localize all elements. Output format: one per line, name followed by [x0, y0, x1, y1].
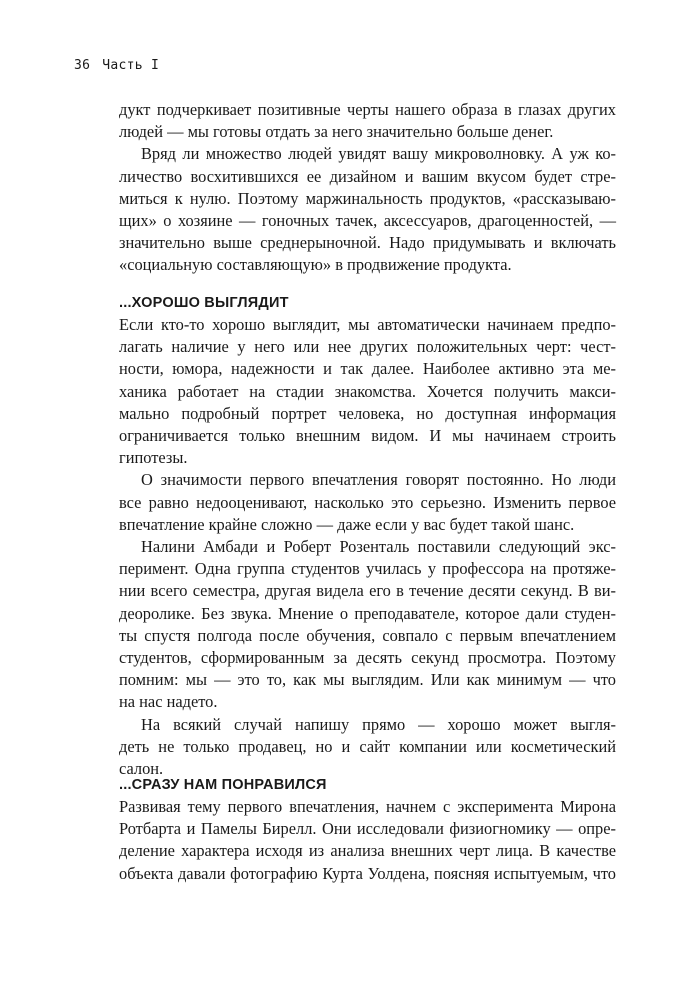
text-line: ханика работает на стадии знакомства. Хочется получить макси- [119, 381, 616, 401]
text-line: все равно недооценивают, насколько это серьезно. Изменить первое [119, 492, 616, 512]
section-1-paragraph-4 [119, 714, 616, 781]
section-2-paragraph-1 [119, 796, 616, 885]
text-line: значительно выше среднерыночной. Надо придумывать и включать [119, 233, 616, 253]
text-line: щих» о хозяине — гоночных тачек, аксессуаров, драгоценностей, — [119, 211, 616, 231]
text-line: Вряд ли множество людей увидят вашу микроволновку. А уж ко- [141, 144, 616, 164]
section-1 [119, 292, 616, 780]
text-line: деление характера исходя из анализа внешних черт лица. В качестве [119, 841, 616, 861]
section-heading: ...ХОРОШО ВЫГЛЯДИТ [119, 295, 289, 311]
text-line: миться к нулю. Поэтому маржинальность продуктов, «рассказываю- [119, 188, 616, 208]
section-2 [119, 774, 616, 885]
intro-paragraph-1 [119, 99, 616, 143]
part-label: Часть I [102, 58, 160, 73]
text-line: Если кто-то хорошо выглядит, мы автоматически начинаем предпо- [119, 315, 616, 334]
text-line: впечатление крайне сложно — даже если у вас будет такой шанс. [119, 514, 575, 534]
text-line: мально подробный портрет человека, но доступная информация [119, 403, 616, 423]
intro-paragraph-2 [119, 143, 616, 276]
text-line: людей — мы готовы отдать за него значительно больше денег. [119, 122, 554, 142]
text-line: салон. [119, 759, 164, 779]
text-line: студентов, сформированным за десять секунд просмотра. Поэтому [119, 648, 616, 668]
text-line: На всякий случай напишу прямо — хорошо может выгля- [141, 714, 616, 734]
text-line: перимент. Одна группа студентов училась у профессора на протяже- [119, 559, 616, 579]
text-line: «социальную составляющую» в продвижение продукта. [119, 255, 512, 275]
text-line: личество восхитившихся ее дизайном и вашим вкусом будет стре- [119, 166, 616, 186]
section-1-paragraph-1 [119, 314, 616, 469]
text-line: ности, юмора, надежности и так далее. Наиболее активно эта ме- [119, 359, 616, 379]
text-line: ты спустя полгода после обучения, совпало с первым впечатлением [119, 625, 616, 645]
text-line: нии всего семестра, другая видела его в течение десяти секунд. В ви- [119, 581, 616, 601]
section-1-paragraph-3 [119, 536, 616, 714]
intro-block [119, 99, 616, 277]
text-line: лагать наличие у него или нее других положительных черт: чест- [119, 337, 616, 357]
text-line: на нас надето. [119, 692, 218, 712]
text-line: помним: мы — это то, как мы выглядим. Или как минимум — что [119, 670, 616, 690]
page-number: 36 [74, 58, 91, 73]
text-line: Ротбарта и Памелы Бирелл. Они исследовали физиогномику — опре- [119, 819, 616, 839]
text-line: О значимости первого впечатления говорят постоянно. Но люди [141, 470, 616, 490]
running-head [74, 58, 159, 73]
section-heading: ...СРАЗУ НАМ ПОНРАВИЛСЯ [119, 777, 327, 793]
text-line: объекта давали фотографию Курта Уолдена, поясняя испытуемым, что [119, 863, 616, 883]
text-line: дукт подчеркивает позитивные черты нашего образа в глазах других [119, 100, 616, 119]
section-1-paragraph-2 [119, 469, 616, 536]
text-line: Налини Амбади и Роберт Розенталь поставили следующий экс- [141, 537, 616, 557]
text-line: гипотезы. [119, 448, 188, 468]
text-line: Развивая тему первого впечатления, начнем с эксперимента Мирона [119, 797, 616, 816]
text-line: ограничивается только внешним видом. И мы начинаем строить [119, 426, 616, 446]
text-line: деоролике. Без звука. Мнение о преподавателе, которое дали студен- [119, 603, 616, 623]
text-line: деть не только продавец, но и сайт компании или косметический [119, 736, 616, 756]
